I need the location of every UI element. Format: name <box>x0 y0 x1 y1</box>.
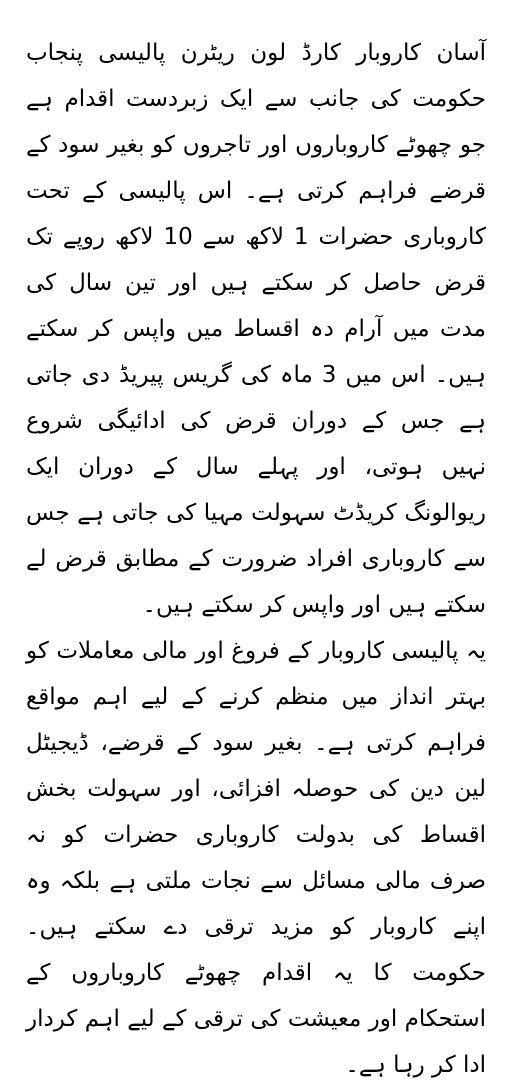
article-body <box>26 30 486 1088</box>
paragraph-loan-policy-overview: آسان کاروبار کارڈ لون ریٹرن پالیسی پنجاب حکومت کی جانب سے ایک زبردست اقدام ہے جو چھوٹے کاروباروں اور تاجروں کو بغیر سود کے قرضے فراہم کرتی ہے۔ اس پالیسی کے تحت کاروباری حضرات 1 لاکھ سے 10 لاکھ روپے تک قرض حاصل کر سکتے ہیں اور تین سال کی مدت میں آرام دہ اقساط میں واپس کر سکتے ہیں۔ اس میں 3 ماہ کی گریس پیریڈ دی جاتی ہے جس کے دوران قرض کی ادائیگی شروع نہیں ہوتی، اور پہلے سال کے دوران ایک ریوالونگ کریڈٹ سہولت مہیا کی جاتی ہے جس سے کاروباری افراد ضرورت کے مطابق قرض لے سکتے ہیں اور واپس کر سکتے ہیں۔ <box>26 40 487 618</box>
paragraph-policy-benefits: یہ پالیسی کاروبار کے فروغ اور مالی معاملات کو بہتر انداز میں منظم کرنے کے لیے اہم مواقع فراہم کرتی ہے۔ بغیر سود کے قرضے، ڈیجیٹل لین دین کی حوصلہ افزائی، اور سہولت بخش اقساط کی بدولت کاروباری حضرات کو نہ صرف مالی مسائل سے نجات ملتی ہے بلکہ وہ اپنے کاروبار کو مزید ترقی دے سکتے ہیں۔ حکومت کا یہ اقدام چھوٹے کاروباروں کے استحکام اور معیشت کی ترقی کے لیے اہم کردار ادا کر رہا ہے۔ <box>26 638 486 1078</box>
